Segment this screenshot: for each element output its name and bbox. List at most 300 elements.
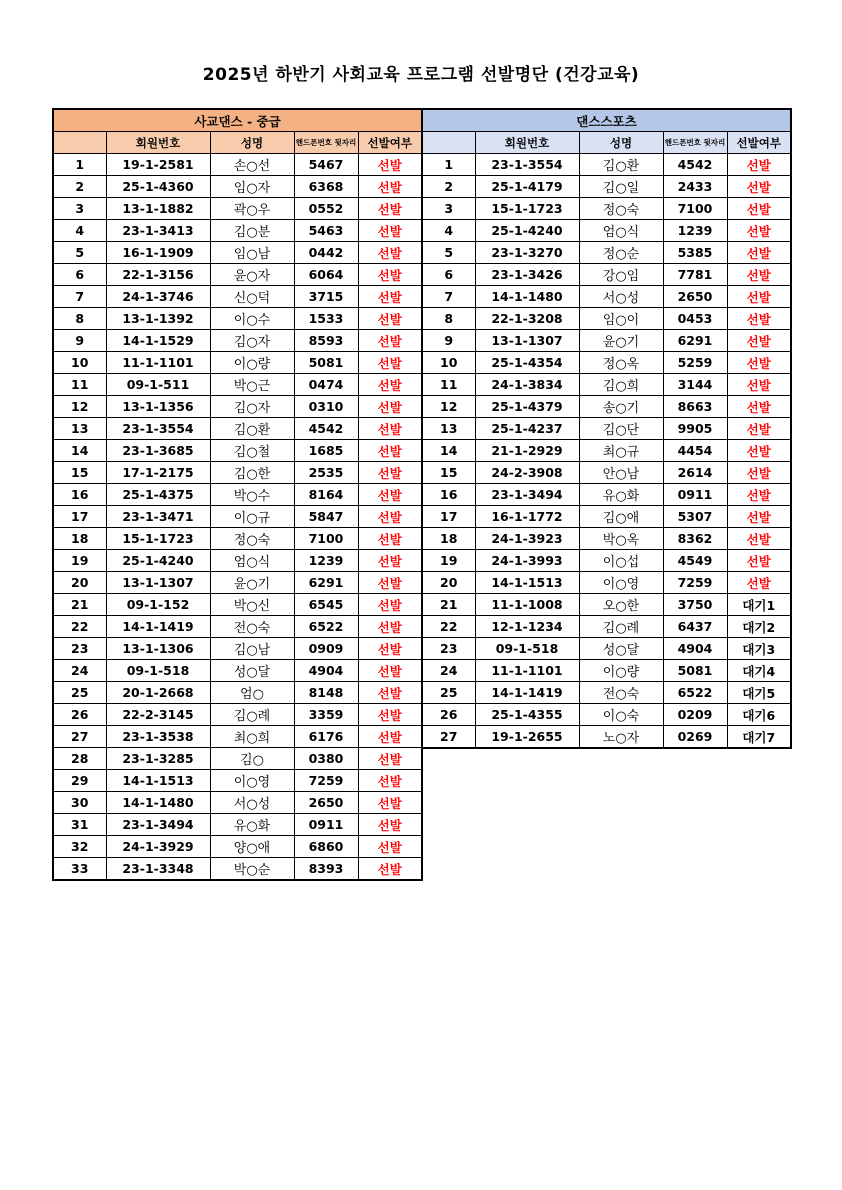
table-row: [53, 616, 422, 638]
phone-last-digits: 7100: [663, 198, 727, 220]
member-number: 24-1-3923: [475, 528, 579, 550]
selection-status: 대기5: [727, 682, 791, 704]
row-index: 15: [422, 462, 475, 484]
member-name: 김○환: [210, 418, 294, 440]
table-row: [53, 726, 422, 748]
phone-last-digits: 1239: [663, 220, 727, 242]
table-row: [53, 792, 422, 814]
row-index: 12: [422, 396, 475, 418]
phone-last-digits: 0911: [663, 484, 727, 506]
member-number: 23-1-3270: [475, 242, 579, 264]
member-name: 박○순: [210, 858, 294, 881]
member-name: 김○철: [210, 440, 294, 462]
phone-last-digits: 0380: [294, 748, 358, 770]
selection-status: 선발: [727, 418, 791, 440]
table-row: [53, 462, 422, 484]
phone-last-digits: 8164: [294, 484, 358, 506]
phone-last-digits: 7781: [663, 264, 727, 286]
phone-last-digits: 5463: [294, 220, 358, 242]
row-index: 8: [422, 308, 475, 330]
col-header-index: [422, 132, 475, 154]
table-row: [53, 396, 422, 418]
member-name: 성○달: [579, 638, 663, 660]
member-name: 김○례: [579, 616, 663, 638]
table-row: [53, 506, 422, 528]
table-row: [53, 198, 422, 220]
row-index: 29: [53, 770, 106, 792]
selection-status: 선발: [727, 220, 791, 242]
table-row: [53, 220, 422, 242]
selection-status: 선발: [727, 506, 791, 528]
member-name: 김○자: [210, 396, 294, 418]
member-name: 엄○식: [579, 220, 663, 242]
table-row: [53, 264, 422, 286]
member-name: 김○애: [579, 506, 663, 528]
table-row: [422, 594, 791, 616]
member-number: 24-1-3746: [106, 286, 210, 308]
row-index: 19: [422, 550, 475, 572]
member-name: 박○옥: [579, 528, 663, 550]
member-number: 19-1-2655: [475, 726, 579, 749]
table-row: [422, 616, 791, 638]
selection-status: 선발: [358, 396, 422, 418]
member-number: 24-1-3834: [475, 374, 579, 396]
member-number: 09-1-518: [475, 638, 579, 660]
phone-last-digits: 0909: [294, 638, 358, 660]
col-header-member-no: 회원번호: [106, 132, 210, 154]
member-name: 이○영: [210, 770, 294, 792]
row-index: 16: [422, 484, 475, 506]
table-row: [422, 484, 791, 506]
row-index: 13: [53, 418, 106, 440]
table-row: [53, 330, 422, 352]
member-number: 23-1-3685: [106, 440, 210, 462]
selection-status: 선발: [358, 198, 422, 220]
phone-last-digits: 4542: [294, 418, 358, 440]
table-row: [422, 308, 791, 330]
row-index: 3: [422, 198, 475, 220]
phone-last-digits: 5307: [663, 506, 727, 528]
selection-status: 대기6: [727, 704, 791, 726]
member-name: 윤○기: [210, 572, 294, 594]
table-row: [422, 374, 791, 396]
row-index: 17: [422, 506, 475, 528]
row-index: 26: [53, 704, 106, 726]
member-number: 19-1-2581: [106, 154, 210, 176]
member-name: 이○수: [210, 308, 294, 330]
selection-status: 대기4: [727, 660, 791, 682]
phone-last-digits: 4904: [663, 638, 727, 660]
selection-status: 선발: [727, 396, 791, 418]
selection-status: 대기1: [727, 594, 791, 616]
member-number: 14-1-1419: [475, 682, 579, 704]
member-number: 15-1-1723: [475, 198, 579, 220]
table-row: [53, 704, 422, 726]
row-index: 7: [53, 286, 106, 308]
row-index: 27: [422, 726, 475, 749]
table-row: [422, 220, 791, 242]
table-row: [53, 308, 422, 330]
phone-last-digits: 3750: [663, 594, 727, 616]
table-row: [422, 726, 791, 749]
table-row: [422, 396, 791, 418]
row-index: 6: [53, 264, 106, 286]
member-name: 임○이: [579, 308, 663, 330]
table-row: [422, 704, 791, 726]
member-name: 신○덕: [210, 286, 294, 308]
row-index: 5: [422, 242, 475, 264]
row-index: 14: [53, 440, 106, 462]
row-index: 18: [53, 528, 106, 550]
row-index: 21: [53, 594, 106, 616]
selection-status: 선발: [358, 792, 422, 814]
phone-last-digits: 5467: [294, 154, 358, 176]
member-number: 14-1-1513: [475, 572, 579, 594]
selection-status: 선발: [358, 594, 422, 616]
member-number: 17-1-2175: [106, 462, 210, 484]
member-number: 24-1-3993: [475, 550, 579, 572]
selection-status: 선발: [358, 176, 422, 198]
member-name: 곽○우: [210, 198, 294, 220]
member-number: 11-1-1008: [475, 594, 579, 616]
selection-status: 선발: [358, 484, 422, 506]
selection-status: 선발: [358, 462, 422, 484]
table-row: [422, 506, 791, 528]
member-name: 김○희: [579, 374, 663, 396]
table-row: [53, 594, 422, 616]
member-name: 박○신: [210, 594, 294, 616]
member-name: 임○자: [210, 176, 294, 198]
table-row: [422, 176, 791, 198]
member-number: 16-1-1772: [475, 506, 579, 528]
member-number: 25-1-4355: [475, 704, 579, 726]
table-row: [53, 660, 422, 682]
member-number: 09-1-518: [106, 660, 210, 682]
phone-last-digits: 8663: [663, 396, 727, 418]
row-index: 4: [422, 220, 475, 242]
member-name: 이○규: [210, 506, 294, 528]
member-name: 서○성: [210, 792, 294, 814]
member-number: 21-1-2929: [475, 440, 579, 462]
table-row: [422, 682, 791, 704]
phone-last-digits: 2433: [663, 176, 727, 198]
phone-last-digits: 6545: [294, 594, 358, 616]
table-row: [53, 682, 422, 704]
table-row: [53, 154, 422, 176]
selection-status: 선발: [727, 528, 791, 550]
member-number: 13-1-1356: [106, 396, 210, 418]
member-number: 23-1-3285: [106, 748, 210, 770]
member-number: 25-1-4375: [106, 484, 210, 506]
member-name: 손○선: [210, 154, 294, 176]
phone-last-digits: 2650: [663, 286, 727, 308]
phone-last-digits: 8393: [294, 858, 358, 881]
phone-last-digits: 6368: [294, 176, 358, 198]
selection-status: 선발: [727, 286, 791, 308]
phone-last-digits: 4549: [663, 550, 727, 572]
selection-status: 선발: [358, 836, 422, 858]
table-row: [422, 198, 791, 220]
member-name: 유○화: [579, 484, 663, 506]
table-row: [53, 748, 422, 770]
member-name: 이○량: [579, 660, 663, 682]
row-index: 13: [422, 418, 475, 440]
selection-status: 선발: [358, 616, 422, 638]
table-row: [53, 176, 422, 198]
member-number: 22-2-3145: [106, 704, 210, 726]
row-index: 26: [422, 704, 475, 726]
phone-last-digits: 5081: [294, 352, 358, 374]
phone-last-digits: 4542: [663, 154, 727, 176]
row-index: 24: [422, 660, 475, 682]
member-number: 23-1-3471: [106, 506, 210, 528]
selection-status: 선발: [358, 572, 422, 594]
phone-last-digits: 0552: [294, 198, 358, 220]
table-row: [422, 330, 791, 352]
row-index: 12: [53, 396, 106, 418]
member-number: 24-2-3908: [475, 462, 579, 484]
row-index: 10: [422, 352, 475, 374]
member-name: 김○자: [210, 330, 294, 352]
member-name: 전○숙: [210, 616, 294, 638]
member-number: 25-1-4379: [475, 396, 579, 418]
phone-last-digits: 0911: [294, 814, 358, 836]
selection-status: 선발: [358, 330, 422, 352]
row-index: 32: [53, 836, 106, 858]
phone-last-digits: 1533: [294, 308, 358, 330]
selection-status: 선발: [358, 264, 422, 286]
selection-status: 선발: [727, 330, 791, 352]
phone-last-digits: 1685: [294, 440, 358, 462]
member-name: 임○남: [210, 242, 294, 264]
table-row: [422, 550, 791, 572]
row-index: 18: [422, 528, 475, 550]
phone-last-digits: 0269: [663, 726, 727, 749]
member-number: 11-1-1101: [106, 352, 210, 374]
selection-status: 대기3: [727, 638, 791, 660]
table-row: [422, 418, 791, 440]
phone-last-digits: 6291: [663, 330, 727, 352]
member-number: 23-1-3348: [106, 858, 210, 881]
row-index: 4: [53, 220, 106, 242]
member-name: 엄○식: [210, 550, 294, 572]
selection-status: 선발: [358, 704, 422, 726]
row-index: 27: [53, 726, 106, 748]
left-header-row: [53, 132, 422, 154]
table-row: [422, 660, 791, 682]
member-number: 23-1-3538: [106, 726, 210, 748]
row-index: 8: [53, 308, 106, 330]
row-index: 19: [53, 550, 106, 572]
row-index: 1: [422, 154, 475, 176]
selection-status: 선발: [358, 814, 422, 836]
phone-last-digits: 5081: [663, 660, 727, 682]
member-number: 13-1-1306: [106, 638, 210, 660]
phone-last-digits: 3715: [294, 286, 358, 308]
selection-status: 선발: [727, 462, 791, 484]
row-index: 5: [53, 242, 106, 264]
row-index: 15: [53, 462, 106, 484]
selection-status: 선발: [358, 726, 422, 748]
member-name: 최○희: [210, 726, 294, 748]
member-number: 20-1-2668: [106, 682, 210, 704]
row-index: 9: [53, 330, 106, 352]
row-index: 21: [422, 594, 475, 616]
phone-last-digits: 0442: [294, 242, 358, 264]
member-name: 최○규: [579, 440, 663, 462]
phone-last-digits: 4904: [294, 660, 358, 682]
col-header-phone: 핸드폰번호 뒷자리: [294, 132, 358, 154]
row-index: 16: [53, 484, 106, 506]
member-number: 23-1-3413: [106, 220, 210, 242]
selection-status: 선발: [358, 660, 422, 682]
table-row: [422, 264, 791, 286]
member-name: 정○옥: [579, 352, 663, 374]
phone-last-digits: 6064: [294, 264, 358, 286]
member-name: 정○숙: [210, 528, 294, 550]
col-header-name: 성명: [210, 132, 294, 154]
selection-status: 선발: [358, 418, 422, 440]
phone-last-digits: 8593: [294, 330, 358, 352]
member-name: 송○기: [579, 396, 663, 418]
left-section-title: 사교댄스 - 중급: [53, 109, 422, 132]
phone-last-digits: 2535: [294, 462, 358, 484]
selection-status: 선발: [358, 286, 422, 308]
member-name: 유○화: [210, 814, 294, 836]
member-number: 13-1-1392: [106, 308, 210, 330]
row-index: 2: [53, 176, 106, 198]
selection-status: 선발: [358, 528, 422, 550]
row-index: 6: [422, 264, 475, 286]
member-number: 25-1-4179: [475, 176, 579, 198]
member-number: 25-1-4237: [475, 418, 579, 440]
member-name: 이○섭: [579, 550, 663, 572]
phone-last-digits: 6291: [294, 572, 358, 594]
phone-last-digits: 6860: [294, 836, 358, 858]
table-row: [422, 154, 791, 176]
selection-status: 선발: [727, 550, 791, 572]
table-row: [422, 462, 791, 484]
member-number: 23-1-3494: [475, 484, 579, 506]
selection-status: 선발: [727, 264, 791, 286]
member-name: 윤○자: [210, 264, 294, 286]
phone-last-digits: 5259: [663, 352, 727, 374]
row-index: 14: [422, 440, 475, 462]
phone-last-digits: 0474: [294, 374, 358, 396]
table-row: [53, 286, 422, 308]
page-title: 2025년 하반기 사회교육 프로그램 선발명단 (건강교육): [202, 65, 640, 85]
row-index: 24: [53, 660, 106, 682]
selection-status: 선발: [358, 242, 422, 264]
member-number: 12-1-1234: [475, 616, 579, 638]
member-name: 노○자: [579, 726, 663, 749]
phone-last-digits: 8148: [294, 682, 358, 704]
col-header-name: 성명: [579, 132, 663, 154]
member-name: 엄○: [210, 682, 294, 704]
table-row: [53, 836, 422, 858]
member-name: 박○근: [210, 374, 294, 396]
member-name: 오○한: [579, 594, 663, 616]
selection-status: 선발: [727, 352, 791, 374]
phone-last-digits: 0453: [663, 308, 727, 330]
col-header-index: [53, 132, 106, 154]
col-header-status: 선발여부: [727, 132, 791, 154]
phone-last-digits: 6176: [294, 726, 358, 748]
row-index: 22: [422, 616, 475, 638]
row-index: 10: [53, 352, 106, 374]
member-number: 14-1-1419: [106, 616, 210, 638]
right-section-title: 댄스스포츠: [422, 109, 791, 132]
table-row: [422, 286, 791, 308]
phone-last-digits: 5385: [663, 242, 727, 264]
row-index: 23: [53, 638, 106, 660]
member-name: 서○성: [579, 286, 663, 308]
selection-status: 선발: [358, 440, 422, 462]
phone-last-digits: 0209: [663, 704, 727, 726]
member-number: 14-1-1513: [106, 770, 210, 792]
member-name: 윤○기: [579, 330, 663, 352]
row-index: 20: [53, 572, 106, 594]
member-name: 강○임: [579, 264, 663, 286]
member-number: 13-1-1307: [475, 330, 579, 352]
selection-status: 선발: [358, 748, 422, 770]
row-index: 1: [53, 154, 106, 176]
selection-status: 선발: [727, 374, 791, 396]
row-index: 25: [53, 682, 106, 704]
table-row: [53, 374, 422, 396]
member-name: 안○남: [579, 462, 663, 484]
table-row: [53, 572, 422, 594]
member-name: 정○순: [579, 242, 663, 264]
selection-status: 선발: [727, 242, 791, 264]
phone-last-digits: 1239: [294, 550, 358, 572]
table-row: [53, 814, 422, 836]
phone-last-digits: 4454: [663, 440, 727, 462]
member-name: 김○분: [210, 220, 294, 242]
member-name: 김○단: [579, 418, 663, 440]
selection-status: 선발: [358, 374, 422, 396]
member-name: 이○량: [210, 352, 294, 374]
member-number: 15-1-1723: [106, 528, 210, 550]
member-number: 09-1-152: [106, 594, 210, 616]
selection-status: 선발: [727, 308, 791, 330]
phone-last-digits: 7259: [663, 572, 727, 594]
selection-status: 선발: [358, 506, 422, 528]
member-number: 24-1-3929: [106, 836, 210, 858]
table-row: [53, 550, 422, 572]
col-header-phone: 핸드폰번호 뒷자리: [663, 132, 727, 154]
member-number: 14-1-1529: [106, 330, 210, 352]
phone-last-digits: 2650: [294, 792, 358, 814]
member-number: 16-1-1909: [106, 242, 210, 264]
table-row: [422, 638, 791, 660]
table-row: [422, 242, 791, 264]
selection-status: 선발: [358, 352, 422, 374]
selection-status: 대기7: [727, 726, 791, 749]
table-row: [53, 638, 422, 660]
member-name: 이○숙: [579, 704, 663, 726]
table-row: [53, 528, 422, 550]
left-roster-table: [52, 108, 423, 881]
member-name: 정○숙: [579, 198, 663, 220]
col-header-status: 선발여부: [358, 132, 422, 154]
phone-last-digits: 2614: [663, 462, 727, 484]
member-number: 13-1-1882: [106, 198, 210, 220]
member-name: 이○영: [579, 572, 663, 594]
phone-last-digits: 7259: [294, 770, 358, 792]
row-index: 17: [53, 506, 106, 528]
member-name: 김○남: [210, 638, 294, 660]
